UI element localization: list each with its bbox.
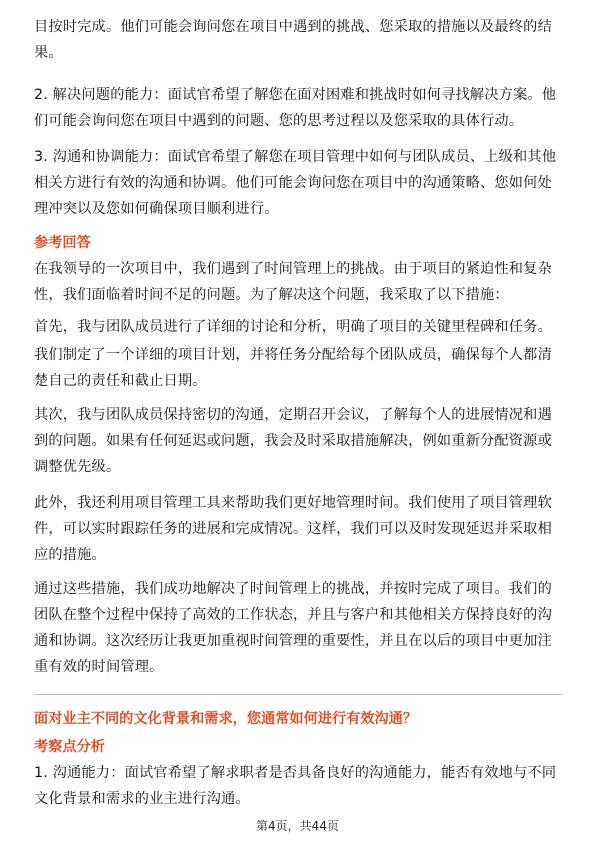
reference-answer-heading: 参考回答 [34,235,91,251]
question-title: 面对业主不同的文化背景和需求，您通常如何进行有效沟通？ [34,711,418,727]
paragraph-problem-solving: 2. 解决问题的能力：面试官希望了解您在面对困难和挑战时如何寻找解决方案。他们可能会询问您在项目中遇到的问题、您的思考过程以及您采取的具体行动。 [34,87,557,129]
analysis-heading: 考察点分析 [34,739,105,755]
answer-paragraph-1: 在我领导的一次项目中，我们遇到了时间管理上的挑战。由于项目的紧迫性和复杂性，我们面临着时间不足的问题。为了解决这个问题，我采取了以下措施： [34,261,552,303]
answer-paragraph-2: 首先，我与团队成员进行了详细的讨论和分析，明确了项目的关键里程碑和任务。 [34,319,552,335]
section-divider [34,694,562,695]
answer-paragraph-3: 我们制定了一个详细的项目计划，并将任务分配给每个团队成员，确保每个人都清楚自己的责任和截止日期。 [34,347,552,389]
answer-paragraph-5: 此外，我还利用项目管理工具来帮助我们更好地管理时间。我们使用了项目管理软件，可以实时跟踪任务的进展和完成情况。这样，我们可以及时发现延迟并采取相应的措施。 [34,495,552,563]
page-number-footer: 第4页，共44页 [256,819,339,833]
answer-paragraph-4: 其次，我与团队成员保持密切的沟通，定期召开会议，了解每个人的进展情况和遇到的问题。如果有任何延迟或问题，我会及时采取措施解决，例如重新分配资源或调整优先级。 [34,407,552,475]
answer-paragraph-6: 通过这些措施，我们成功地解决了时间管理上的挑战，并按时完成了项目。我们的团队在整个过程中保持了高效的工作状态，并且与客户和其他相关方保持良好的沟通和协调。这次经历让我更加重视时间管理的重要性，并且在以后的项目中更加注重有效的时间管理。 [34,581,552,675]
paragraph-continuation: 目按时完成。他们可能会询问您在项目中遇到的挑战、您采取的措施以及最终的结果。 [34,19,552,61]
paragraph-communication: 3. 沟通和协调能力：面试官希望了解您在项目管理中如何与团队成员、上级和其他相关方进行有效的沟通和协调。他们可能会询问您在项目中的沟通策略、您如何处理冲突以及您如何确保项目顺利进行。 [34,149,557,217]
analysis-point-1: 1. 沟通能力：面试官希望了解求职者是否具备良好的沟通能力，能否有效地与不同文化背景和需求的业主进行沟通。 [34,765,557,807]
